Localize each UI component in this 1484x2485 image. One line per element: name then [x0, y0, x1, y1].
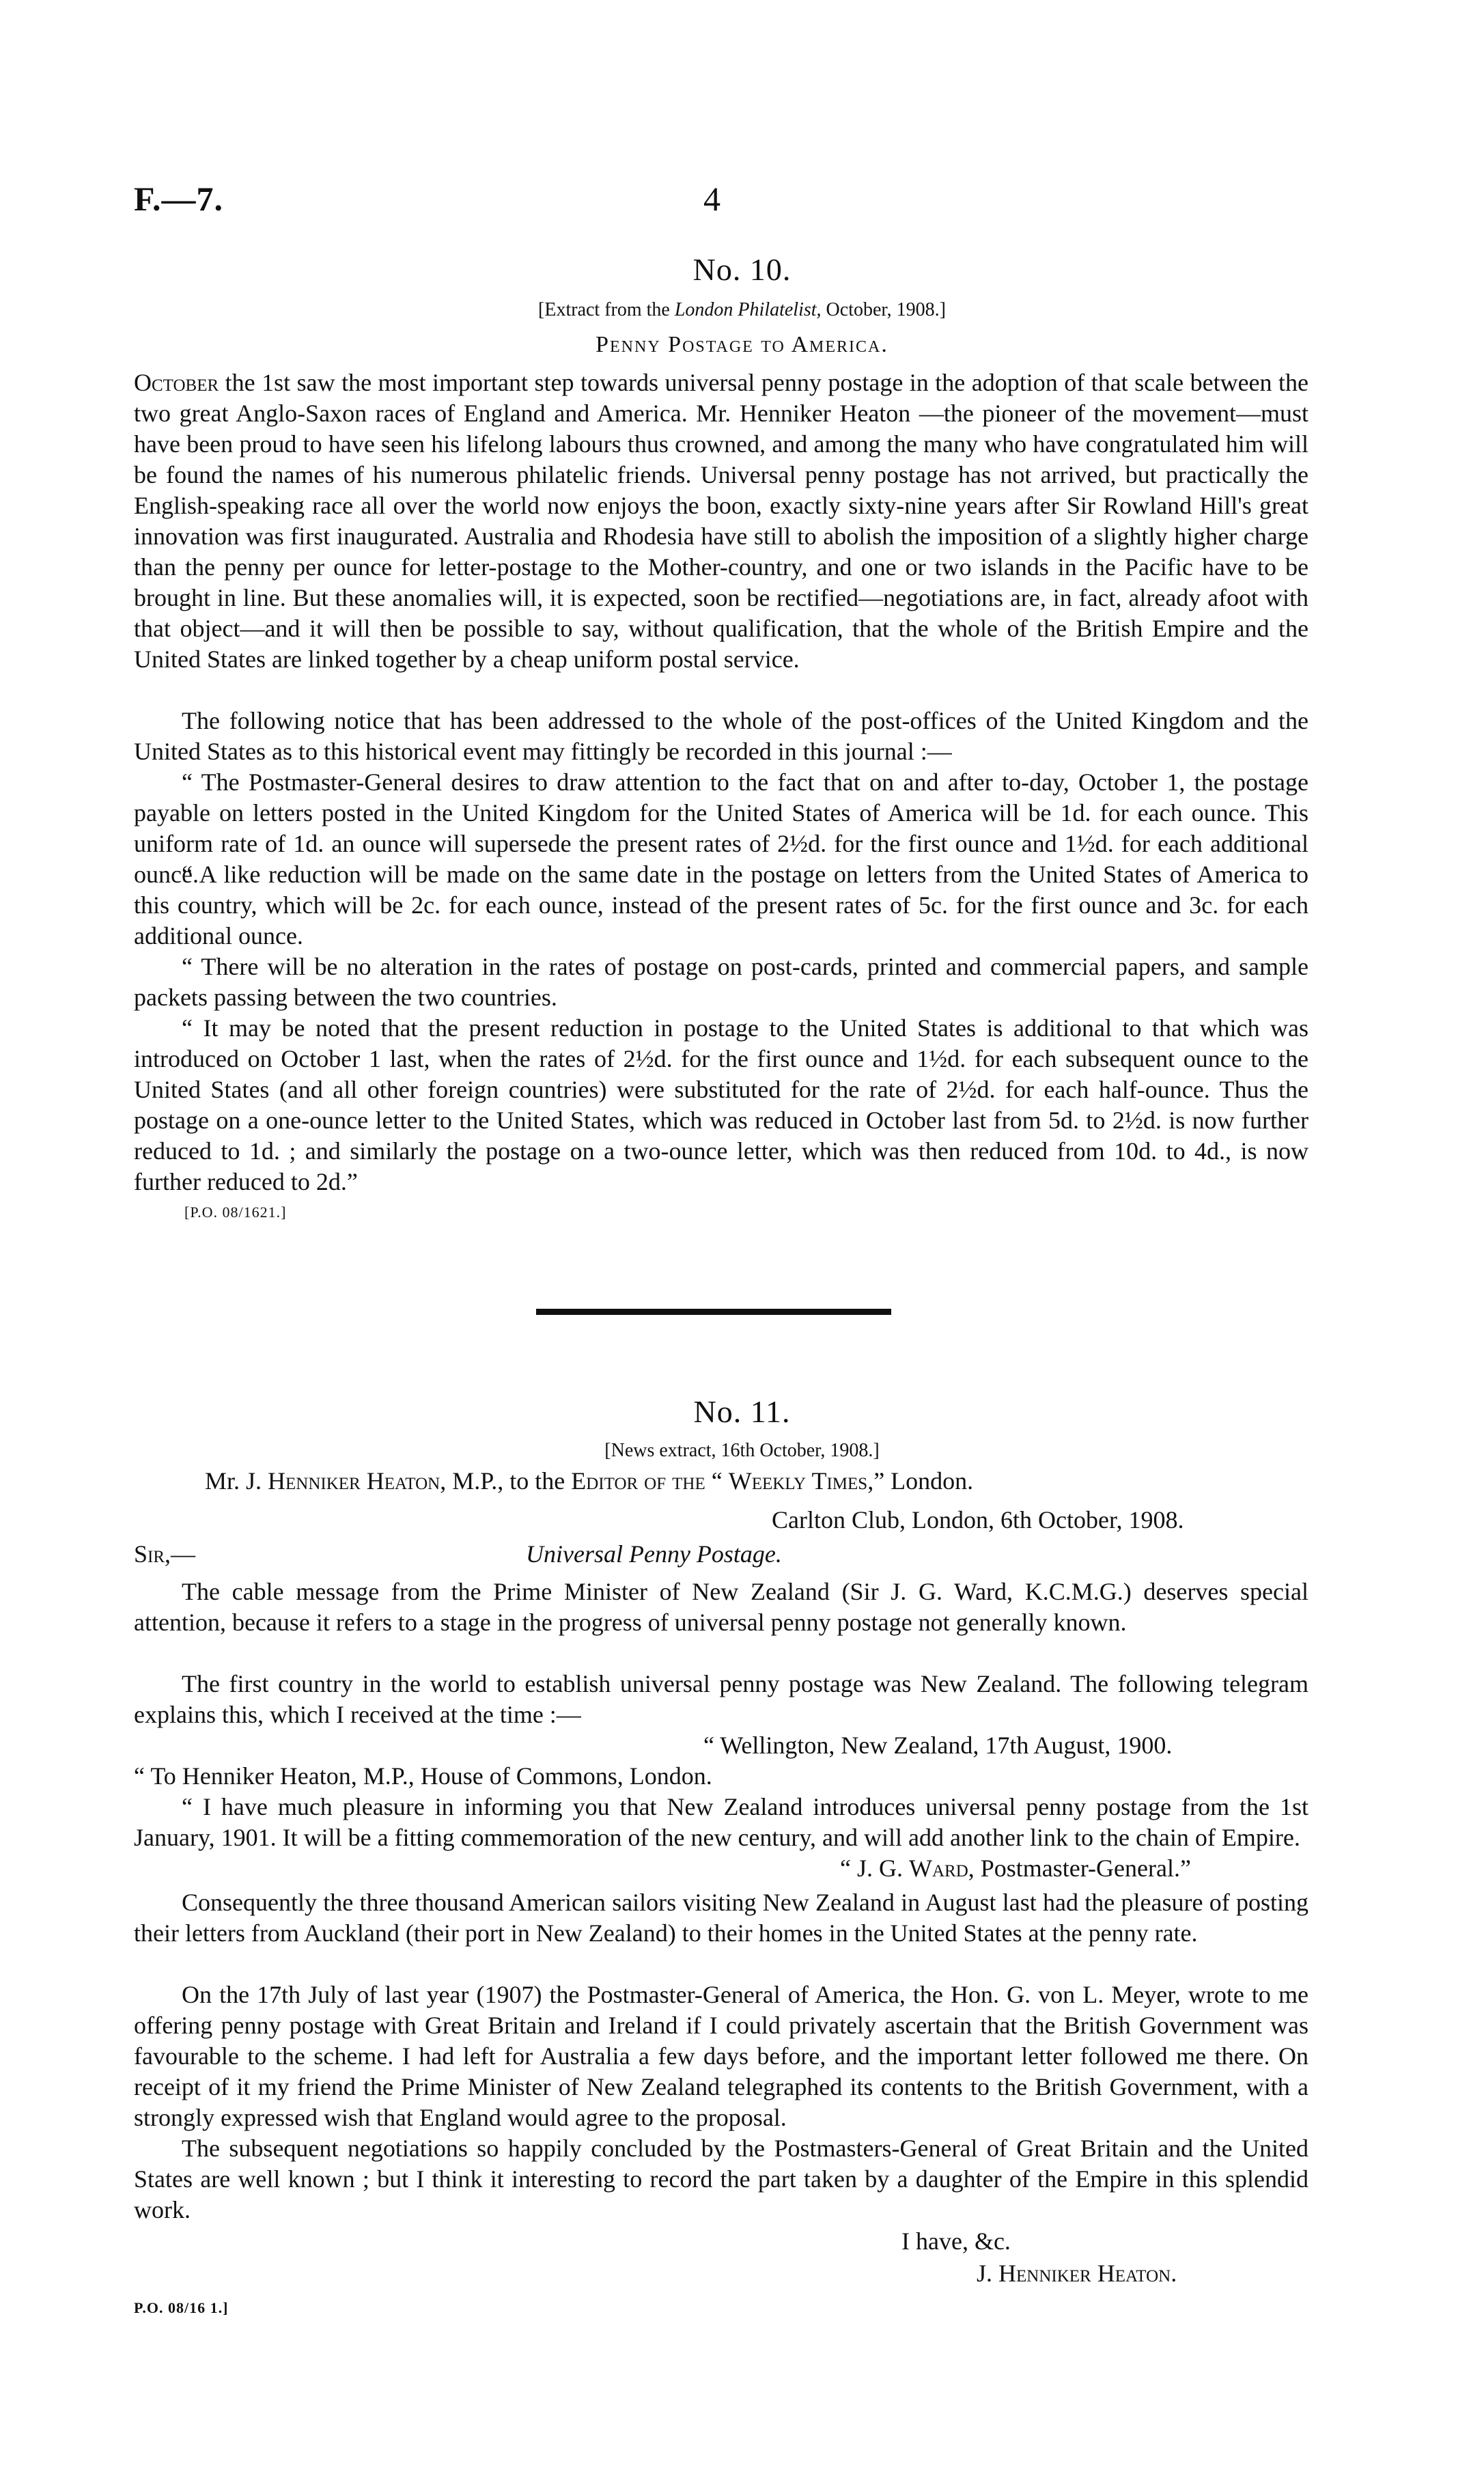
section-10-paragraph-1: October the 1st saw the most important step towards universal penny postage in the adoption of that scale between the two great Anglo-Saxon races of England and America. Mr. Henniker Heaton —the pioneer of the movement—must have been proud to have seen his lifelong labours thus crowned, and among the many who have congratulated him will be found the names of his numerous philatelic friends. Universal penny postage has not arrived, but practically the English-speaking race all over the world now enjoys the boon, exactly sixty-nine years after Sir Rowland Hill's great innovation was first inaugurated. Australia and Rhodesia have still to abolish the imposition of a slightly higher charge than the penny per ounce for letter-postage to the Mother-country, and one or two islands in the Pacific have to be brought in line. But these anomalies will, it is expected, soon be rectified—negotiations are, in fact, already afoot with that object—and it will then be possible to say, without qualification, that the whole of the British Empire and the United States are linked together by a cheap uniform postal service. [134, 369, 1308, 673]
section-10-source: [Extract from the London Philatelist, October, 1908.] [538, 299, 946, 320]
section-11-reference: P.O. 08/16 1.] [134, 2299, 229, 2316]
section-10-paragraph-5: “ There will be no alteration in the rates of postage on post-cards, printed and commercial papers, and sample packets passing between the two countries. [134, 953, 1308, 1011]
section-11-source: [News extract, 16th October, 1908.] [604, 1440, 880, 1461]
telegram-body: “ I have much pleasure in informing you that New Zealand introduces universal penny postage from the 1st January, 1901. It will be a fitting commemoration of the new century, and will add another link to the chain of Empire. [134, 1793, 1308, 1851]
telegram-signature: “ J. G. Ward, Postmaster-General.” [840, 1855, 1191, 1882]
letter-heading: Mr. J. Henniker Heaton, M.P., to the Editor of the “ Weekly Times,” London. [205, 1467, 974, 1495]
section-10-heading: Penny Postage to America. [596, 332, 888, 357]
letter-closing: I have, &c. [901, 2226, 1011, 2257]
section-10-reference: [P.O. 08/1621.] [184, 1204, 287, 1221]
section-10-paragraph-2: The following notice that has been addressed to the whole of the post-offices of the United Kingdom and the United States as to this historical event may fittingly be recorded in this journal :— [134, 707, 1308, 765]
letter-paragraph-5: The subsequent negotiations so happily concluded by the Postmasters-General of Great Britain and the United States are well known ; but I think it interesting to record the part taken by a daughter of the Empire in this splendid work. [134, 2135, 1308, 2223]
section-divider [536, 1309, 891, 1315]
letter-paragraph-1: The cable message from the Prime Minister of New Zealand (Sir J. G. Ward, K.C.M.G.) deserves special attention, because it refers to a stage in the progress of universal penny postage not generally known. [134, 1578, 1308, 1636]
section-10-paragraph-3: “ The Postmaster-General desires to draw attention to the fact that on and after to-day, October 1, the postage payable on letters posted in the United Kingdom for the United States of America will be 1d. for each ounce. This uniform rate of 1d. an ounce will supersede the present rates of 2½d. for the first ounce and 1½d. for each additional ounce. [134, 768, 1308, 888]
page-number: 4 [703, 180, 720, 218]
letter-subject: Universal Penny Postage. [526, 1540, 782, 1568]
section-10-paragraph-4: “ A like reduction will be made on the same date in the postage on letters from the United States of America to this country, which will be 2c. for each ounce, instead of the present rates of 5c. for the first ounce and 3c. for each additional ounce. [134, 861, 1308, 949]
document-reference: F.—7. [134, 180, 223, 218]
letter-paragraph-4: On the 17th July of last year (1907) the Postmaster-General of America, the Hon. G. von L. Meyer, wrote to me offering penny postage with Great Britain and Ireland if I could privately ascertain that the British Government was favourable to the scheme. I had left for Australia a few days before, and the important letter followed me there. On receipt of it my friend the Prime Minister of New Zealand telegraphed its contents to the British Government, with a strongly expressed wish that England would agree to the proposal. [134, 1981, 1308, 2131]
section-10-title: No. 10. [692, 252, 792, 287]
letter-address: Carlton Club, London, 6th October, 1908. [772, 1506, 1184, 1533]
letter-paragraph-3: Consequently the three thousand American sailors visiting New Zealand in August last had the pleasure of posting their letters from Auckland (their port in New Zealand) to their homes in the United States at the penny rate. [134, 1889, 1308, 1947]
letter-signature: J. Henniker Heaton. [977, 2260, 1177, 2287]
telegram-addressee: “ To Henniker Heaton, M.P., House of Commons, London. [134, 1762, 712, 1790]
section-10-paragraph-6: “ It may be noted that the present reduction in postage to the United States is additional to that which was introduced on October 1 last, when the rates of 2½d. for the first ounce and 1½d. for each subsequent ounce to the United States (and all other foreign countries) were substituted for the rate of 2½d. for each half-ounce. Thus the postage on a one-ounce letter to the United States, which was reduced in October last from 5d. to 2½d. is now further reduced to 1d. ; and similarly the postage on a two-ounce letter, which was then reduced from 10d. to 4d., is now further reduced to 2d.” [134, 1014, 1308, 1195]
telegram-place-date: “ Wellington, New Zealand, 17th August, 1900. [703, 1732, 1173, 1759]
letter-salutation: Sir,— [134, 1540, 196, 1568]
section-11-title: No. 11. [693, 1394, 791, 1429]
letter-paragraph-2: The first country in the world to establish universal penny postage was New Zealand. The following telegram explains this, which I received at the time :— [134, 1670, 1308, 1728]
